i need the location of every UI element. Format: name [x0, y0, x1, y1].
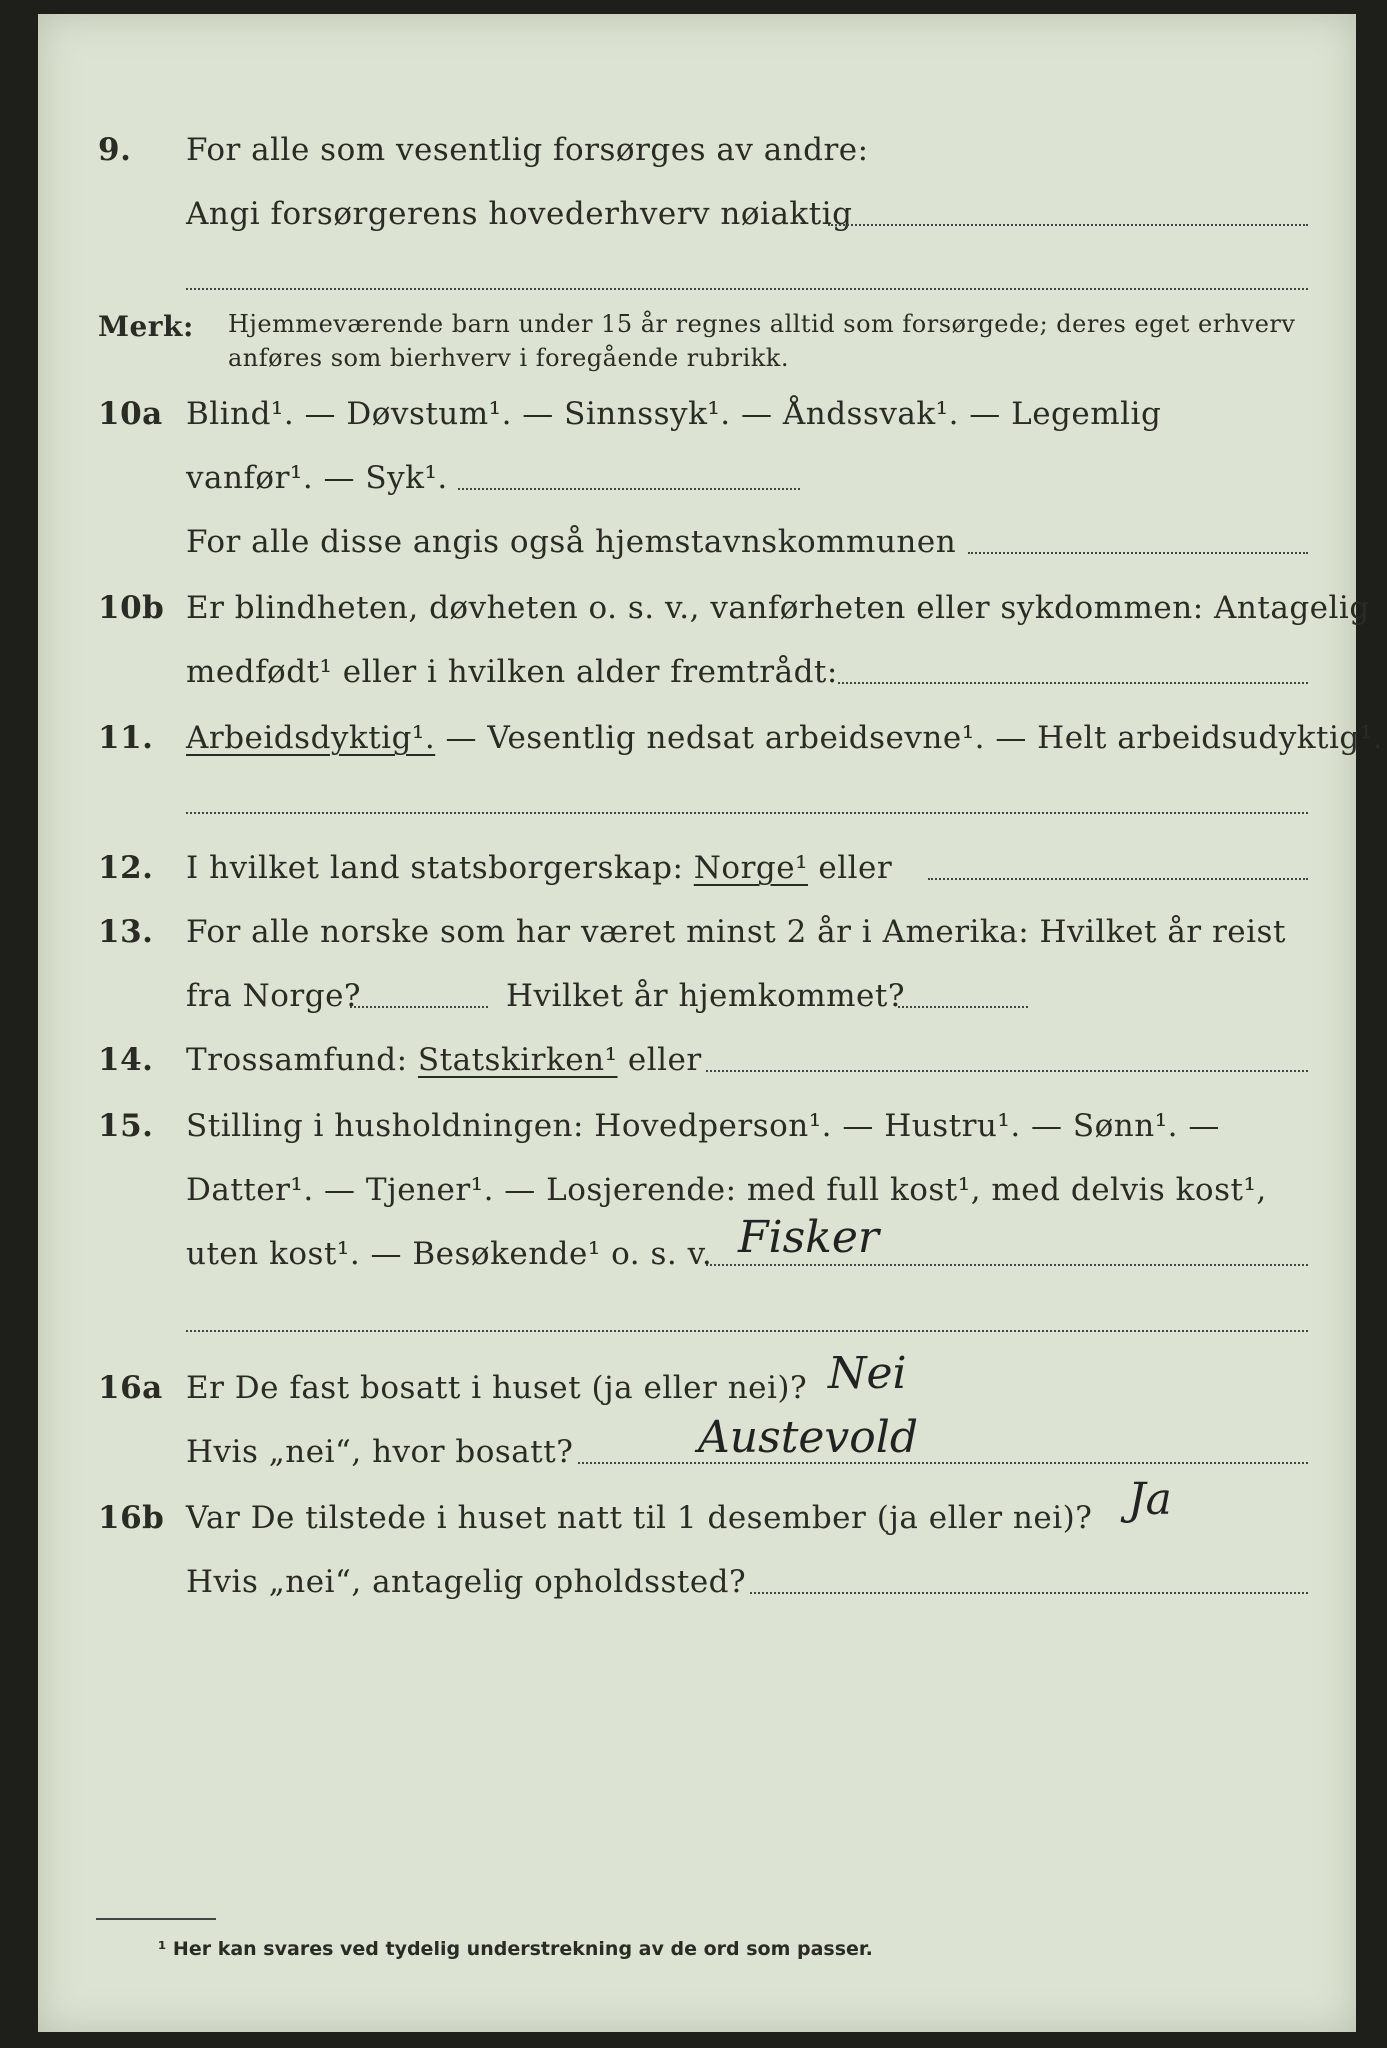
q11-text-rest: — Vesentlig nedsat arbeidsevne¹. — Helt arbeidsudyktig¹.	[435, 720, 1384, 756]
q13-text-line2b: Hvilket år hjemkommet?	[506, 978, 905, 1014]
q15-text-line1: Stilling i husholdningen: Hovedperson¹. — Hustru¹. — Sønn¹. —	[186, 1108, 1220, 1144]
q14-text	[186, 1042, 702, 1078]
q15-answer-line2[interactable]	[186, 1328, 1308, 1332]
merk-text-line2: anføres som bierhverv i foregående rubrikk.	[228, 344, 789, 372]
census-form-page	[38, 14, 1384, 2032]
q13-reist-field[interactable]	[350, 1004, 488, 1008]
q16b-text-line2: Hvis „nei“, antagelig opholdssted?	[186, 1564, 747, 1600]
q10b-number: 10b	[98, 590, 165, 626]
q15-number: 15.	[98, 1108, 154, 1144]
q14-option-statskirken[interactable]: Statskirken¹	[417, 1042, 618, 1078]
q12-answer-field[interactable]	[928, 876, 1308, 880]
q9-text-line2: Angi forsørgerens hovederhverv nøiaktig	[186, 196, 853, 232]
q9-answer-line2[interactable]	[186, 286, 1308, 290]
merk-text-line1: Hjemmeværende barn under 15 år regnes alltid som forsørgede; deres eget erhverv	[228, 310, 1296, 338]
q10a-syk-field[interactable]	[458, 486, 800, 490]
q12-number: 12.	[98, 850, 154, 886]
q14-number: 14.	[98, 1042, 154, 1078]
q10b-answer-field[interactable]	[838, 680, 1308, 684]
q15-text-line2: Datter¹. — Tjener¹. — Losjerende: med full kost¹, med delvis kost¹,	[186, 1172, 1267, 1208]
q11-answer-line[interactable]	[186, 810, 1308, 814]
merk-label: Merk:	[98, 310, 194, 343]
q16b-handwritten-answer1[interactable]: Ja	[1128, 1474, 1172, 1525]
q16b-opholdssted-field[interactable]	[750, 1590, 1308, 1594]
q14-text-pre: Trossamfund:	[186, 1042, 418, 1078]
q13-text-line2a: fra Norge?	[186, 978, 362, 1014]
q11-option-arbeidsdyktig[interactable]: Arbeidsdyktig¹.	[186, 720, 436, 756]
q9-answer-field[interactable]	[828, 222, 1308, 226]
q11-number: 11.	[98, 720, 154, 756]
q10b-text-line1: Er blindheten, døvheten o. s. v., vanførheten eller sykdommen: Antagelig	[186, 590, 1370, 626]
q16a-handwritten-answer2[interactable]: Austevold	[698, 1412, 918, 1463]
q16a-text-line2: Hvis „nei“, hvor bosatt?	[186, 1434, 574, 1470]
q10a-kommune-field[interactable]	[968, 550, 1308, 554]
q13-hjemkommet-field[interactable]	[898, 1004, 1028, 1008]
q16b-number: 16b	[98, 1500, 165, 1536]
q16a-bosatt-field[interactable]	[578, 1460, 1308, 1464]
q9-text-line1: For alle som vesentlig forsørges av andre:	[186, 132, 869, 168]
q10a-number: 10a	[98, 396, 163, 432]
q16a-number: 16a	[98, 1370, 163, 1406]
footnote-rule	[96, 1918, 216, 1920]
footnote: ¹ Her kan svares ved tydelig understrekning av de ord som passer.	[158, 1938, 873, 1960]
q15-text-line3: uten kost¹. — Besøkende¹ o. s. v.	[186, 1236, 713, 1272]
q15-handwritten-answer[interactable]: Fisker	[738, 1212, 879, 1263]
q10a-text-line2: vanfør¹. — Syk¹.	[186, 460, 448, 496]
q9-number: 9.	[98, 132, 132, 168]
q12-text-post: eller	[808, 850, 893, 886]
q14-text-post: eller	[617, 1042, 702, 1078]
q16a-text-line1: Er De fast bosatt i huset (ja eller nei)?	[186, 1370, 808, 1406]
q12-text-pre: I hvilket land statsborgerskap:	[186, 850, 694, 886]
q12-text	[186, 850, 892, 886]
q10b-text-line2: medfødt¹ eller i hvilken alder fremtrådt:	[186, 654, 838, 690]
q12-option-norge[interactable]: Norge¹	[693, 850, 809, 886]
q11-text	[186, 720, 1383, 756]
q10a-text-line1: Blind¹. — Døvstum¹. — Sinnssyk¹. — Åndssvak¹. — Legemlig	[186, 396, 1162, 432]
q16b-text-line1: Var De tilstede i huset natt til 1 desember (ja eller nei)?	[186, 1500, 1093, 1536]
q10a-text-line3: For alle disse angis også hjemstavnskommunen	[186, 524, 957, 560]
q13-number: 13.	[98, 914, 154, 950]
q16a-handwritten-answer1[interactable]: Nei	[828, 1348, 907, 1399]
q14-answer-field[interactable]	[706, 1068, 1308, 1072]
q13-text-line1: For alle norske som har været minst 2 år i Amerika: Hvilket år reist	[186, 914, 1286, 950]
